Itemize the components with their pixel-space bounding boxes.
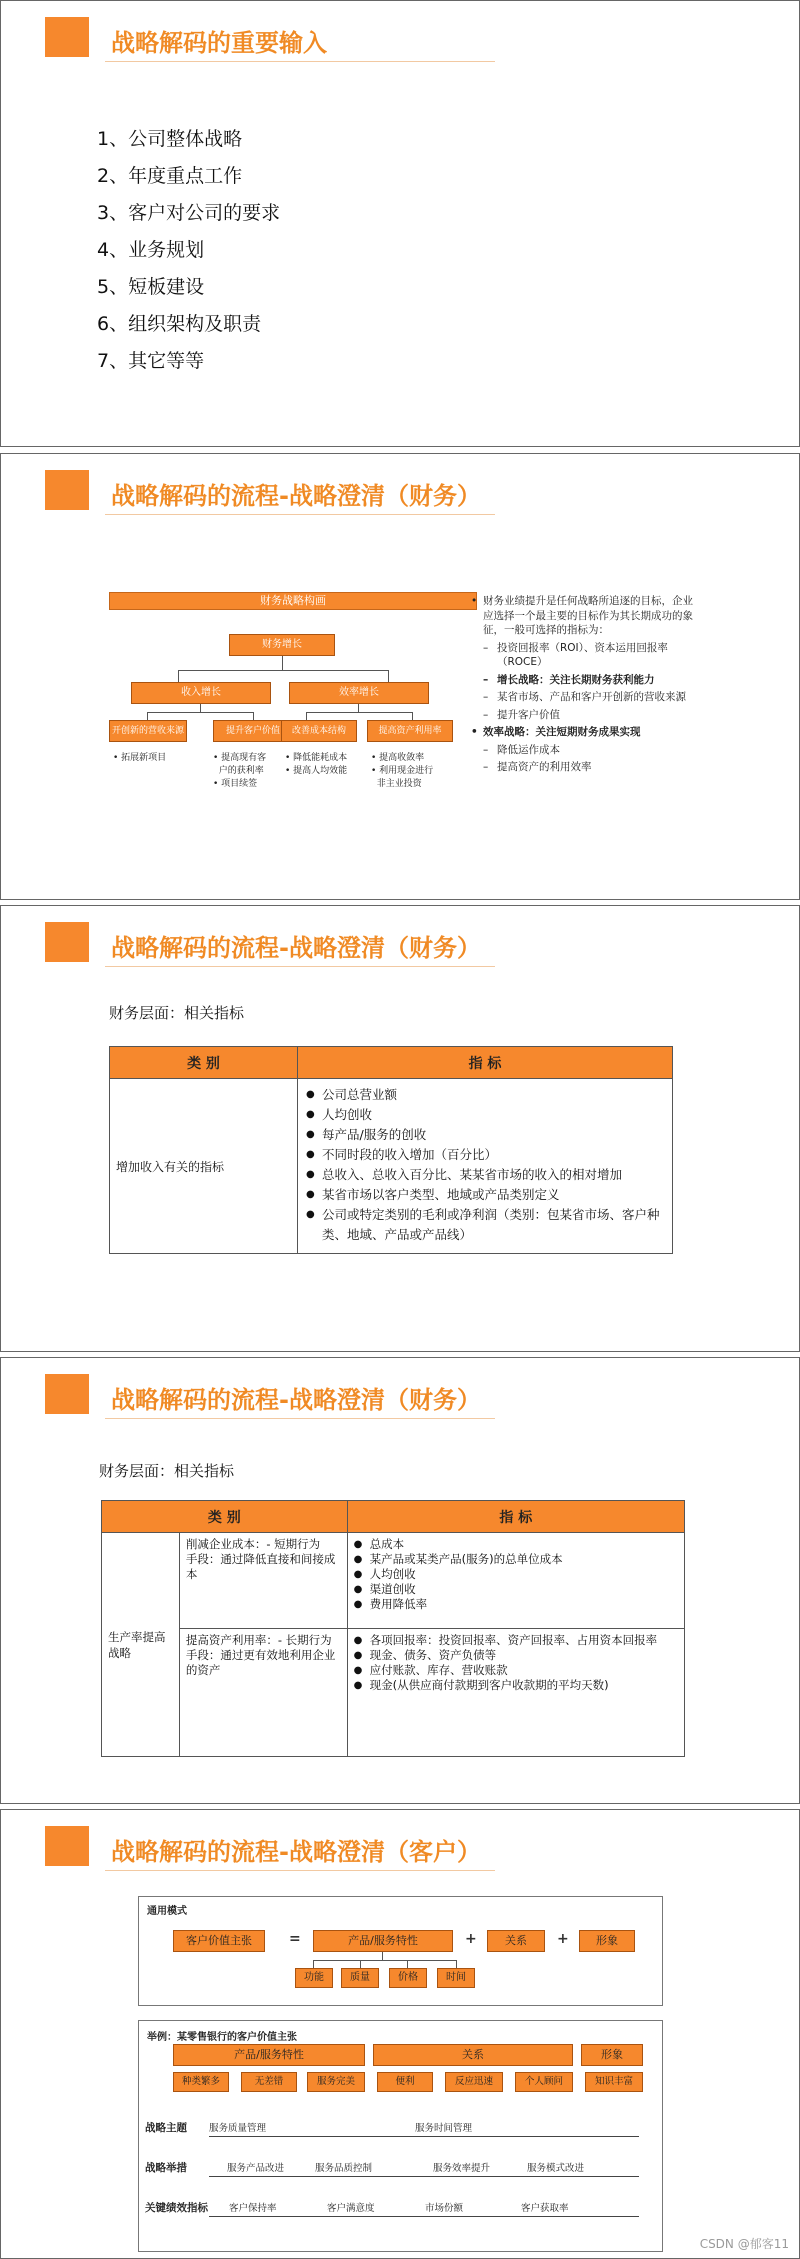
strategy-desc-cell: 削减企业成本：- 短期行为 手段：通过降低直接和间接成本 <box>179 1533 347 1629</box>
note-sub: – 投资回报率（ROI）、资本运用回报率（ROCE） <box>483 641 668 668</box>
connector <box>178 670 388 671</box>
indicator-item: ● 某省市场以客户类型、地域或产品类别定义 <box>306 1185 664 1205</box>
indicator-cell <box>347 1533 684 1629</box>
leaf-note-line: • 提高现有客 <box>213 753 267 763</box>
header-category: 类 别 <box>110 1047 298 1079</box>
row-label: 战略举措 <box>145 2162 187 2174</box>
connector <box>253 712 254 720</box>
indicator-table <box>109 1046 673 1254</box>
row-item: 服务模式改进 <box>527 2163 585 2174</box>
slide-title: 战略解码的流程-战略澄清（财务） <box>111 1386 481 1414</box>
note-text: 某省市场、产品和客户开创新的营收来源 <box>497 691 686 703</box>
section-caption: 财务层面：相关指标 <box>109 1004 245 1022</box>
connector <box>360 1960 361 1968</box>
connector <box>382 1952 383 1960</box>
ex-item: 无差错 <box>241 2072 297 2092</box>
slide-5 <box>0 1809 800 2259</box>
indicator-table <box>101 1500 685 1757</box>
indicator-item: ● 人均创收 <box>354 1567 678 1582</box>
row-item: 服务品质控制 <box>315 2163 373 2174</box>
node-efficiency-growth: 效率增长 <box>289 682 429 704</box>
indicator-item: ● 总成本 <box>354 1537 678 1552</box>
indicator-item: ● 不同时段的收入增加（百分比） <box>306 1145 664 1165</box>
leaf-note-line: • 项目续签 <box>213 779 258 789</box>
note-sub: – 提升客户价值 <box>483 708 560 721</box>
row-item: 服务效率提升 <box>433 2163 491 2174</box>
indicator-item: ● 总收入、总收入百分比、某某省市场的收入的相对增加 <box>306 1165 664 1185</box>
title-rule <box>105 1418 495 1419</box>
connector <box>306 712 307 720</box>
slide-1 <box>0 0 800 447</box>
ex-image-header: 形象 <box>581 2044 643 2066</box>
category-cell: 增加收入有关的指标 <box>110 1079 298 1254</box>
list-item: 5、短板建设 <box>97 276 205 298</box>
indicator-item: ● 渠道创收 <box>354 1582 678 1597</box>
title-rule <box>105 61 495 62</box>
ex-product-header: 产品/服务特性 <box>173 2044 365 2066</box>
ex-item: 便利 <box>377 2072 433 2092</box>
title-accent-square <box>45 1374 89 1414</box>
indicator-item: ● 每产品/服务的创收 <box>306 1125 664 1145</box>
connector <box>282 656 283 670</box>
leaf-note-line: 非主业投资 <box>371 779 422 789</box>
indicator-cell <box>298 1079 673 1254</box>
cvp-box: 客户价值主张 <box>173 1930 265 1952</box>
header-category: 类 别 <box>102 1501 348 1533</box>
category-cell: 生产率提高战略 <box>102 1533 180 1757</box>
note-sub: – 增长战略：关注长期财务获利能力 <box>483 673 655 686</box>
strategy-notes <box>471 594 696 775</box>
row-item: 服务时间管理 <box>415 2123 473 2134</box>
note-text: 降低运作成本 <box>497 743 560 756</box>
indicator-item: ● 现金、债务、资产负债等 <box>354 1648 678 1663</box>
title-accent-square <box>45 17 89 57</box>
connector <box>358 704 359 712</box>
header-indicator: 指 标 <box>298 1047 673 1079</box>
financial-strategy-map <box>109 592 477 822</box>
list-item: 6、组织架构及职责 <box>97 313 262 335</box>
row-divider <box>209 2176 639 2177</box>
row-divider <box>209 2216 639 2217</box>
example-label: 举例：某零售银行的客户价值主张 <box>147 2032 297 2043</box>
row-label: 战略主题 <box>145 2122 187 2134</box>
node-new-revenue: 开创新的营收来源 <box>109 720 187 742</box>
input-list <box>97 121 280 380</box>
row-item: 服务产品改进 <box>227 2163 285 2174</box>
list-item: 3、客户对公司的要求 <box>97 202 281 224</box>
leaf-note-line: • 拓展新项目 <box>113 753 167 763</box>
note-sub: – 某省市场、产品和客户开创新的营收来源 <box>483 691 686 703</box>
slide-4 <box>0 1357 800 1804</box>
plus-sign: + <box>465 1931 477 1947</box>
section-caption: 财务层面：相关指标 <box>99 1462 235 1480</box>
equals-sign: = <box>289 1931 301 1947</box>
note-text: 提升客户价值 <box>497 708 560 721</box>
slide-2 <box>0 453 800 900</box>
indicator-item: ● 各项回报率：投资回报率、资产回报率、占用资本回报率 <box>354 1633 678 1648</box>
indicator-item: ● 现金(从供应商付款期到客户收款期的平均天数) <box>354 1678 678 1693</box>
node-asset-utilization: 提高资产利用率 <box>367 720 453 742</box>
indicator-item: ● 费用降低率 <box>354 1597 678 1612</box>
leaf-note-line: • 提高人均效能 <box>285 766 348 776</box>
image-box: 形象 <box>579 1930 635 1952</box>
list-item: 1、公司整体战略 <box>97 128 243 150</box>
header-indicator: 指 标 <box>347 1501 684 1533</box>
note-text: 财务业绩提升是任何战略所追逐的目标，企业应选择一个最主要的目标作为其长期成功的象征，一般可选择的指标为： <box>483 595 693 636</box>
list-item: 4、业务规划 <box>97 239 205 261</box>
leaf-note <box>285 752 347 778</box>
product-attr-box: 产品/服务特性 <box>313 1930 453 1952</box>
leaf-note-line: • 利用现金进行 <box>371 766 434 776</box>
connector <box>388 670 389 682</box>
node-customer-value: 提升客户价值 <box>213 720 293 742</box>
note-text: 效率战略：关注短期财务成果实现 <box>483 726 641 738</box>
note-text: 提高资产的利用效率 <box>497 761 592 773</box>
leaf-note-line: • 降低能耗成本 <box>285 753 348 763</box>
row-divider <box>209 2136 639 2137</box>
ex-item: 个人顾问 <box>515 2072 573 2092</box>
strategy-desc-cell: 提高资产利用率：- 长期行为 手段：通过更有效地利用企业的资产 <box>179 1629 347 1757</box>
node-financial-growth: 财务增长 <box>229 634 335 656</box>
connector <box>407 1960 408 1968</box>
ex-item: 反应迅速 <box>445 2072 503 2092</box>
indicator-item: ● 公司或特定类别的毛利或净利润（类别：包某省市场、客户种类、地域、产品或产品线） <box>306 1205 664 1245</box>
node-revenue-growth: 收入增长 <box>131 682 271 704</box>
ex-item: 服务完美 <box>307 2072 365 2092</box>
leaf-note-line: 户的获利率 <box>213 766 264 776</box>
ex-relation-header: 关系 <box>373 2044 573 2066</box>
row-item: 客户满意度 <box>327 2203 375 2214</box>
map-title: 财务战略构画 <box>109 592 477 610</box>
leaf-note <box>113 752 166 765</box>
indicator-list <box>354 1633 678 1693</box>
connector <box>147 712 253 713</box>
connector <box>306 712 412 713</box>
title-accent-square <box>45 470 89 510</box>
ex-item: 种类繁多 <box>173 2072 229 2092</box>
attr-box: 时间 <box>437 1968 475 1988</box>
relation-box: 关系 <box>487 1930 545 1952</box>
list-item: 7、其它等等 <box>97 350 205 372</box>
indicator-list <box>306 1085 664 1245</box>
attr-box: 功能 <box>295 1968 333 1988</box>
attr-box: 价格 <box>389 1968 427 1988</box>
note-sub: – 提高资产的利用效率 <box>483 761 592 773</box>
row-label: 关键绩效指标 <box>145 2202 208 2214</box>
note-text: 投资回报率（ROI）、资本运用回报率（ROCE） <box>497 641 668 668</box>
connector <box>147 712 148 720</box>
list-item: 2、年度重点工作 <box>97 165 243 187</box>
note-efficiency: • 效率战略：关注短期财务成果实现 <box>471 726 641 738</box>
slide-3 <box>0 905 800 1352</box>
slide-title: 战略解码的流程-战略澄清（财务） <box>111 482 481 510</box>
connector <box>313 1960 314 1968</box>
plus-sign: + <box>557 1931 569 1947</box>
row-item: 市场份额 <box>425 2203 464 2214</box>
title-rule <box>105 514 495 515</box>
note-intro: • 财务业绩提升是任何战略所追逐的目标，企业应选择一个最主要的目标作为其长期成功的象征，一般可选择的指标为： <box>471 595 693 636</box>
connector <box>456 1960 457 1968</box>
indicator-item: ● 公司总营业额 <box>306 1085 664 1105</box>
row-item: 客户保持率 <box>229 2203 277 2214</box>
title-accent-square <box>45 1826 89 1866</box>
note-text: 增长战略：关注长期财务获利能力 <box>497 673 655 686</box>
leaf-note <box>371 752 433 791</box>
connector <box>178 670 179 682</box>
indicator-cell <box>347 1629 684 1757</box>
indicator-item: ● 人均创收 <box>306 1105 664 1125</box>
connector <box>313 1960 457 1961</box>
slide-title: 战略解码的流程-战略澄清（财务） <box>111 934 481 962</box>
connector <box>412 712 413 720</box>
note-sub: – 降低运作成本 <box>483 743 560 756</box>
slide-title: 战略解码的重要输入 <box>111 29 327 57</box>
general-model-label: 通用模式 <box>147 1906 187 1917</box>
attr-box: 质量 <box>341 1968 379 1988</box>
indicator-list <box>354 1537 678 1612</box>
row-item: 服务质量管理 <box>209 2123 267 2134</box>
leaf-note-line: • 提高收敛率 <box>371 753 425 763</box>
title-rule <box>105 1870 495 1871</box>
connector <box>200 704 201 712</box>
indicator-item: ● 某产品或某类产品(服务)的总单位成本 <box>354 1552 678 1567</box>
row-item: 客户获取率 <box>521 2203 569 2214</box>
node-cost-structure: 改善成本结构 <box>281 720 357 742</box>
watermark: CSDN @郁客11 <box>699 2237 789 2251</box>
ex-item: 知识丰富 <box>585 2072 643 2092</box>
indicator-item: ● 应付账款、库存、营收账款 <box>354 1663 678 1678</box>
leaf-note <box>213 752 266 791</box>
title-rule <box>105 966 495 967</box>
title-accent-square <box>45 922 89 962</box>
slide-title: 战略解码的流程-战略澄清（客户） <box>111 1838 481 1866</box>
